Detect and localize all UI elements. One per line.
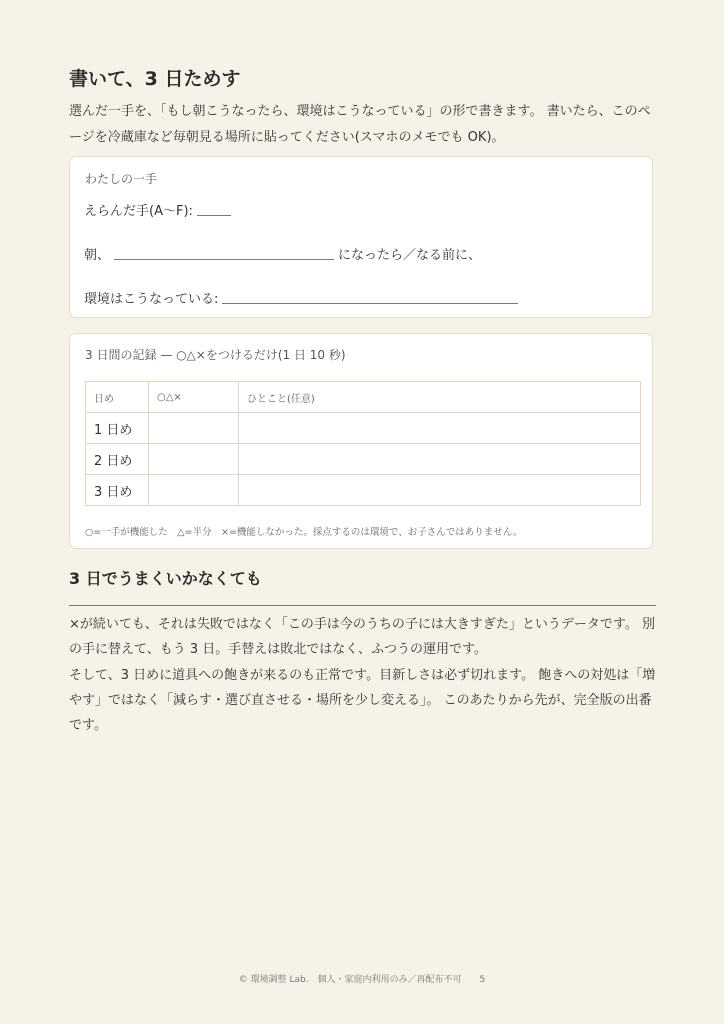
mark-cell[interactable] (149, 444, 239, 475)
morning-label: 朝、 (84, 248, 111, 263)
intro-text: 選んだ一手を、「もし朝こうなったら、環境はこうなっている」の形で書きます。 書いたら、このページを冷蔵庫など毎朝見る場所に貼ってください(スマホのメモでも OK)。 (69, 104, 651, 145)
mark-cell[interactable] (149, 475, 239, 506)
choice-blank[interactable] (197, 214, 231, 216)
header-mark: ○△× (149, 382, 239, 413)
table-row (86, 475, 641, 506)
log-table (85, 381, 641, 506)
log-header-row (86, 382, 641, 413)
table-row (86, 444, 641, 475)
comment-cell[interactable] (239, 444, 641, 475)
day-cell: 2 日め (86, 444, 149, 475)
page-heading: 書いて、3 日ためす (69, 68, 241, 90)
header-day: 日め (86, 382, 149, 413)
log-card (69, 333, 653, 549)
divider (69, 605, 656, 606)
morning-field[interactable] (84, 244, 481, 263)
choice-field[interactable] (84, 200, 235, 219)
header-comment: ひとこと(任意) (239, 382, 641, 413)
environment-label: 環境はこうなっている: (84, 292, 219, 307)
my-move-title: わたしの一手 (85, 172, 158, 186)
morning-blank[interactable] (114, 258, 334, 260)
choice-label: えらんだ手(A〜F): (84, 204, 193, 219)
section-paragraph-1: ×が続いても、それは失敗ではなく「この手は今のうちの子には大きすぎた」というデータです。 別の手に替えて、もう 3 日。手替えは敗北ではなく、ふつうの運用です。 (69, 617, 655, 657)
mark-cell[interactable] (149, 413, 239, 444)
table-row (86, 413, 641, 444)
section-heading: 3 日でうまくいかなくても (69, 569, 262, 588)
section-paragraph-2: そして、3 日めに道具への飽きが来るのも正常です。目新しさは必ず切れます。 飽きへの対処は「増やす」ではなく「減らす・選び直させる・場所を少し変える」。 このあたりから先が、完全版の出番です。 (69, 668, 656, 733)
comment-cell[interactable] (239, 475, 641, 506)
environment-blank[interactable] (222, 302, 518, 304)
day-cell: 1 日め (86, 413, 149, 444)
environment-field[interactable] (84, 288, 522, 307)
log-title: 3 日間の記録 — ○△×をつけるだけ(1 日 10 秒) (85, 348, 346, 362)
day-cell: 3 日め (86, 475, 149, 506)
log-legend: ○=一手が機能した △=半分 ×=機能しなかった。採点するのは環境で、お子さんではありません。 (85, 527, 523, 538)
footer: © 環境調整 Lab. 個人・家庭内利用のみ／再配布不可 5 (238, 975, 486, 985)
morning-suffix: になったら／なる前に、 (338, 248, 482, 263)
comment-cell[interactable] (239, 413, 641, 444)
